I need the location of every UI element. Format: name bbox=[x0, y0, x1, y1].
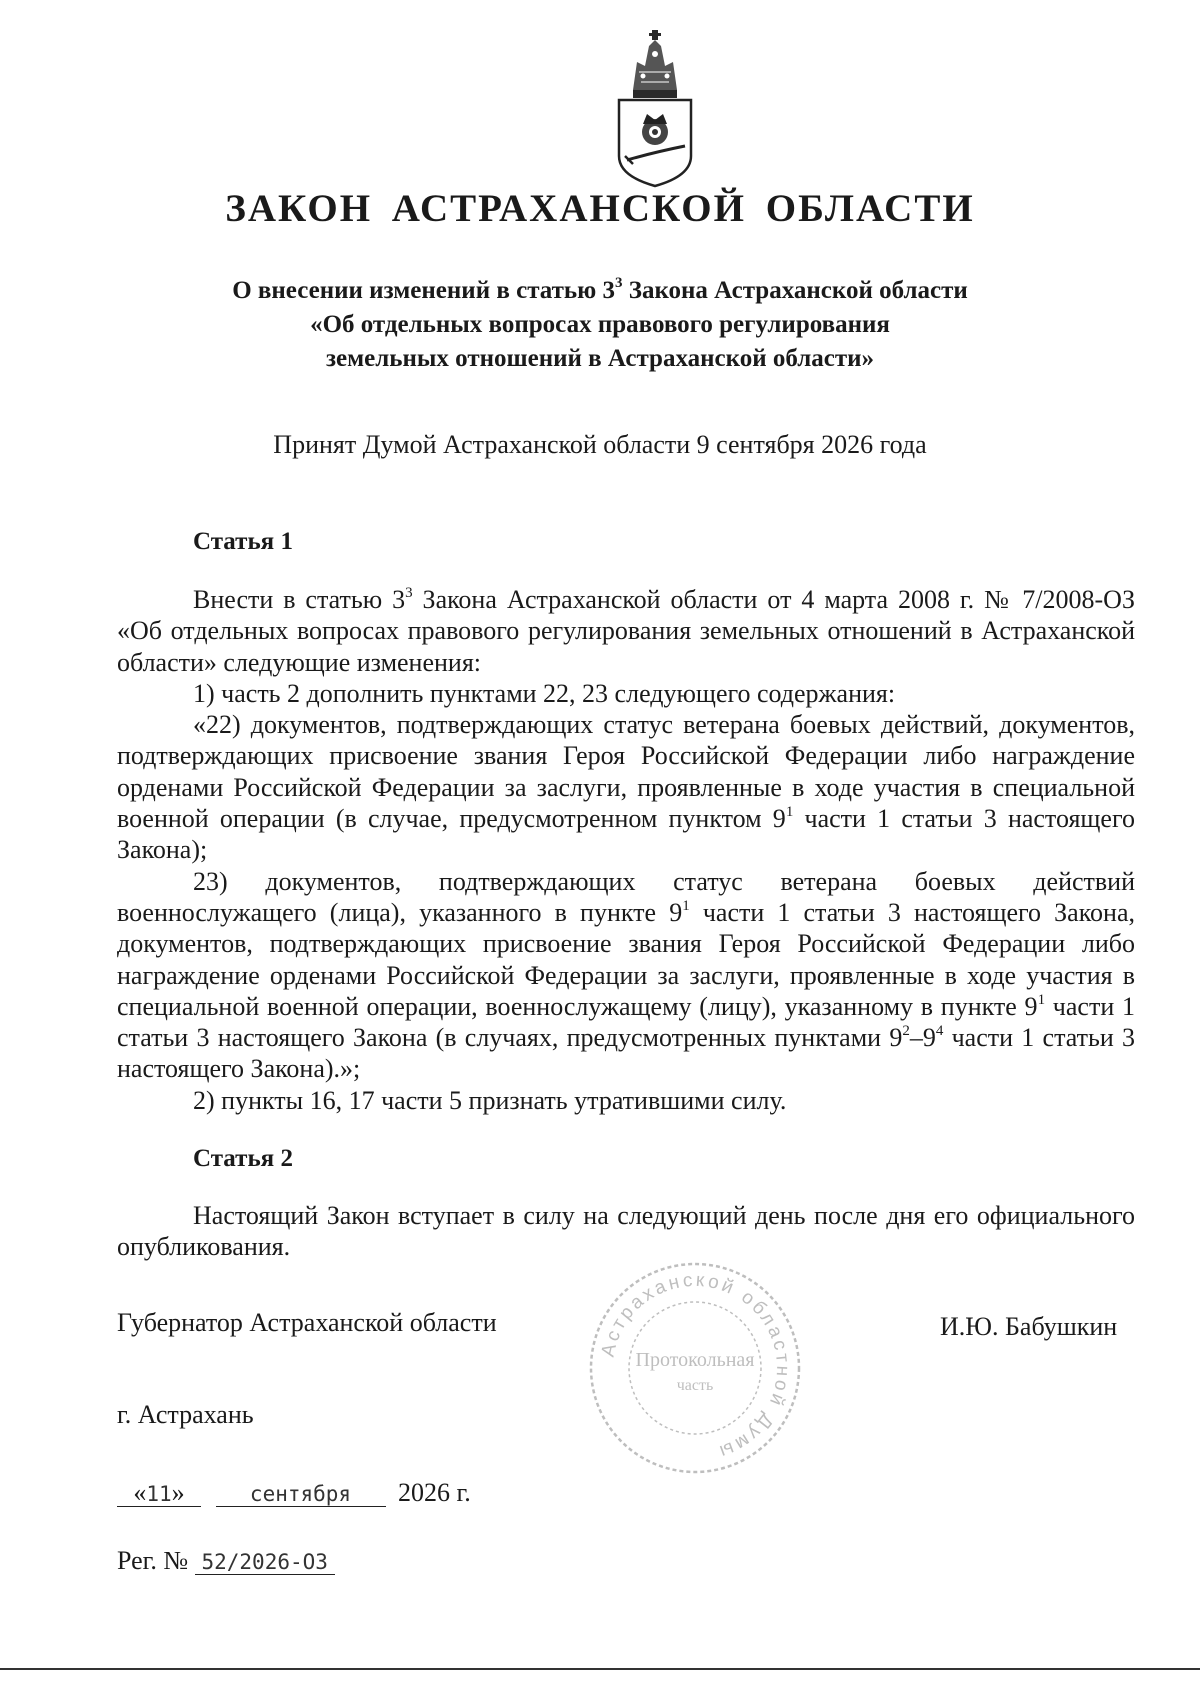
date-month-field: сентября bbox=[216, 1482, 386, 1507]
date-year: 2026 г. bbox=[398, 1478, 471, 1507]
signatory-position: Губернатор Астраханской области bbox=[117, 1308, 497, 1337]
sword-icon bbox=[627, 146, 685, 160]
subtitle-line-3: земельных отношений в Астраханской области» bbox=[325, 345, 875, 372]
article-2-heading: Статья 2 bbox=[193, 1145, 293, 1172]
stamp-center-text-2: часть bbox=[676, 1377, 714, 1394]
stamp-center-text-1: Протокольная bbox=[635, 1349, 755, 1371]
law-title: ЗАКОН АСТРАХАНСКОЙ ОБЛАСТИ bbox=[225, 187, 975, 230]
article-1-paragraph: 23) документов, подтверждающих статус ветерана боевых действий военнослужащего (лица), указанного в пункте $9^1$ части 1 статьи 3 настоящего Закона, документов, подтверждающих присвоение звания Героя Российской Федерации либо награждение орденами Российской Федерации за заслуги, проявленные в ходе участия в специальной военной операции, военнослужащему (лицу), указанному в пункте $9^1$ части 1 статьи 3 настоящего Закона (в случаях, предусмотренных пунктами $9^2-9^4$ части 1 статьи 3 настоящего Закона).»; bbox=[117, 866, 1135, 1084]
crown-icon bbox=[633, 30, 677, 98]
date-day-field: «11» bbox=[117, 1481, 201, 1507]
small-crown-icon bbox=[642, 114, 668, 145]
article-1-body bbox=[117, 584, 1135, 1116]
registration-number bbox=[117, 1546, 335, 1576]
page-bottom-divider bbox=[0, 1668, 1200, 1670]
stamp-ring-text: Астраханской областной Думы bbox=[597, 1269, 794, 1463]
law-subtitle bbox=[0, 274, 1200, 376]
place-of-signing: г. Астрахань bbox=[117, 1400, 254, 1429]
official-stamp bbox=[585, 1258, 805, 1478]
article-1-paragraph: «22) документов, подтверждающих статус ветерана боевых действий, документов, подтверждающих присвоение звания Героя Российской Федерации либо награждение орденами Российской Федерации за заслуги, проявленные в ходе участия в специальной военной операции (в случае, предусмотренном пунктом $9^1$ части 1 статьи 3 настоящего Закона); bbox=[117, 710, 1135, 865]
coat-of-arms-emblem bbox=[603, 28, 707, 190]
signatory-name: И.Ю. Бабушкин bbox=[940, 1312, 1118, 1341]
article-1-heading: Статья 1 bbox=[193, 528, 293, 555]
subtitle-line-1: О внесении изменений в статью $3^3$ Закона Астраханской области bbox=[232, 275, 968, 304]
article-1-paragraph: Внести в статью $3^3$ Закона Астраханской области от 4 марта 2008 г. № 7/2008-ОЗ «Об отдельных вопросах правового регулирования земельных отношений в Астраханской области» следующие изменения: bbox=[117, 585, 1135, 677]
signing-date bbox=[117, 1478, 471, 1508]
adoption-line: Принят Думой Астраханской области 9 сентября 2026 года bbox=[273, 430, 927, 459]
registration-value: 52/2026-ОЗ bbox=[195, 1550, 335, 1575]
subtitle-line-2: «Об отдельных вопросах правового регулирования bbox=[310, 311, 890, 338]
registration-label: Рег. № bbox=[117, 1546, 189, 1575]
article-1-paragraph: 2) пункты 16, 17 части 5 признать утратившими силу. bbox=[193, 1085, 787, 1115]
article-2-paragraph: Настоящий Закон вступает в силу на следующий день после дня его официального опубликования. bbox=[117, 1201, 1135, 1262]
article-1-paragraph: 1) часть 2 дополнить пунктами 22, 23 следующего содержания: bbox=[193, 678, 896, 708]
article-2-body bbox=[117, 1200, 1135, 1263]
